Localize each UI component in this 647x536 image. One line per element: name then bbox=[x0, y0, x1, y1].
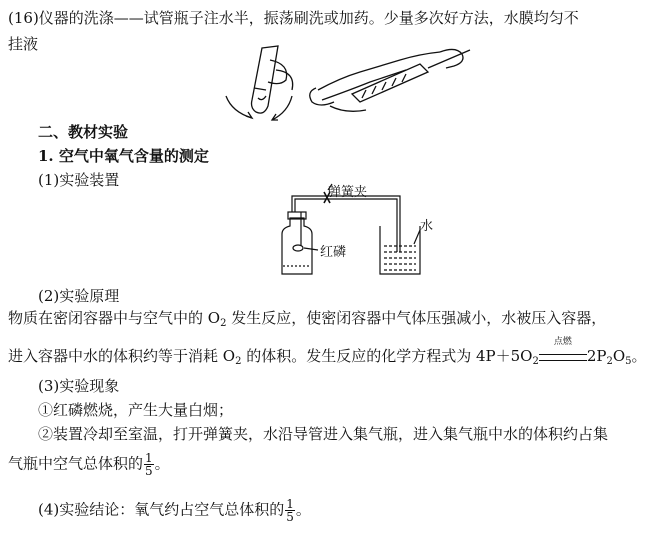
phenomena-title: (3)实验现象 bbox=[38, 377, 120, 395]
water-label: 水 bbox=[420, 219, 434, 234]
principle-line1: 物质在密闭容器中与空气中的 $O_2$ 发生反应，使密闭容器中气体压强减小，水被压入容器， bbox=[8, 309, 607, 329]
apparatus-diagram bbox=[270, 186, 470, 282]
phosphorus-label: 红磷 bbox=[320, 245, 347, 260]
conclusion: (4)实验结论：氧气约占空气总体积的 $\frac{1}{5}$ 。 bbox=[38, 497, 311, 524]
fraction-one-fifth: $\frac{1}{5}$ bbox=[145, 451, 153, 478]
section-heading: 二、教材实验 bbox=[38, 123, 129, 141]
tube-washing-illustration bbox=[0, 42, 640, 122]
principle-title: (2)实验原理 bbox=[38, 287, 120, 305]
shaking-tube-icon bbox=[226, 46, 293, 120]
experiment-subheading: 1. 空气中氧气含量的测定 bbox=[38, 147, 209, 165]
reaction-condition-arrow: 点燃 bbox=[539, 346, 587, 361]
phenomena-2-line1: ②装置冷却至室温，打开弹簧夹，水沿导管进入集气瓶，进入集气瓶中水的体积约占集 bbox=[38, 425, 609, 443]
principle-line2: 进入容器中水的体积约等于消耗 $O_2$ 的体积。发生反应的化学方程式为 $4P+5O_2$ 点燃 $2P_2O_5$。 bbox=[8, 337, 647, 367]
phenomena-2-line2: 气瓶中空气总体积的 $\frac{1}{5}$ 。 bbox=[8, 451, 170, 478]
phenomena-1: ①红磷燃烧，产生大量白烟； bbox=[38, 401, 234, 419]
section16-line1: (16)仪器的洗涤——试管瓶子注水半，振荡刷洗或加药。少量多次好方法，水膜均匀不 bbox=[8, 9, 579, 27]
clamp-label: 弹簧夹 bbox=[328, 185, 368, 200]
brushing-tube-icon bbox=[310, 49, 470, 111]
section16-line2: 挂液 bbox=[8, 35, 39, 53]
glass-tube bbox=[292, 196, 400, 252]
apparatus-title: (1)实验装置 bbox=[38, 171, 120, 189]
conclusion-fraction: $\frac{1}{5}$ bbox=[286, 497, 294, 524]
